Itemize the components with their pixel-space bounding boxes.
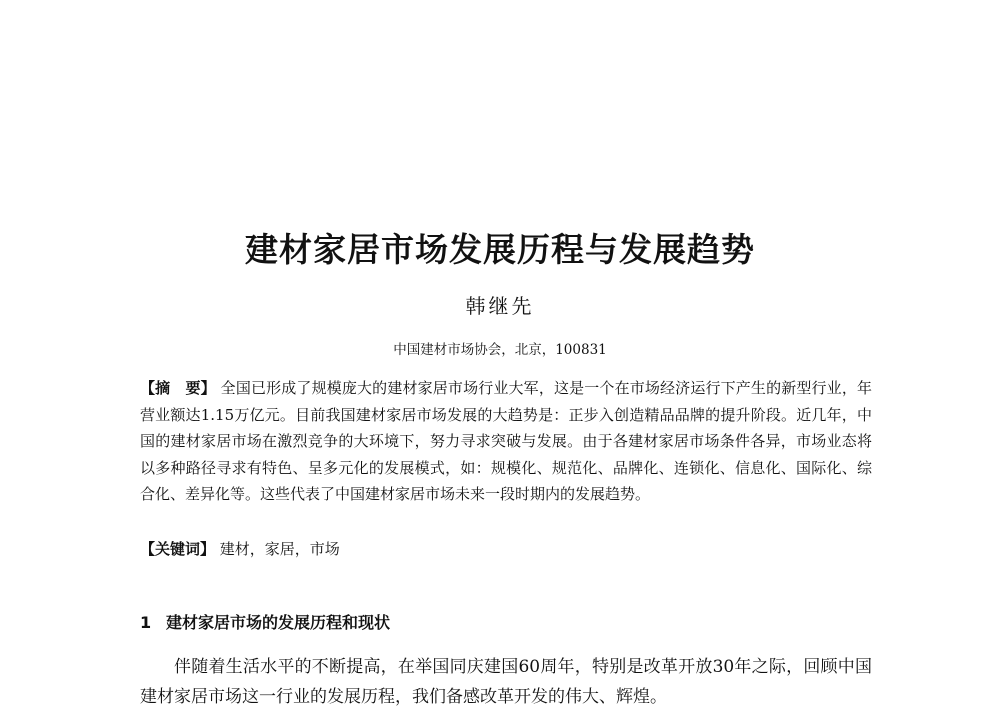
- paper-title: 建材家居市场发展历程与发展趋势: [245, 230, 755, 269]
- abstract-block: [140, 375, 872, 508]
- section-number: 1: [140, 613, 152, 632]
- author-name: 韩继先: [465, 294, 535, 318]
- section-heading: [140, 610, 390, 633]
- abstract-label: 【摘 要】: [140, 379, 216, 397]
- section-title: 建材家居市场的发展历程和现状: [166, 613, 391, 632]
- keywords-block: [140, 536, 340, 562]
- author-affiliation: 中国建材市场协会，北京，100831: [393, 342, 607, 358]
- keywords-text: 建材，家居，市场: [219, 540, 340, 558]
- keywords-label: 【关键词】: [140, 540, 216, 558]
- abstract-text: 全国已形成了规模庞大的建材家居市场行业大军，这是一个在市场经济运行下产生的新型行业，年营业额达1.15万亿元。目前我国建材家居市场发展的大趋势是：正步入创造精品品牌的提升阶段。近几年，中国的建材家居市场在激烈竞争的大环境下，努力寻求突破与发展。由于各建材家居市场条件各异，市场业态将以多种路径寻求有特色、呈多元化的发展模式，如：规模化、规范化、品牌化、连锁化、信息化、国际化、综合化、差异化等。这些代表了中国建材家居市场未来一段时期内的发展趋势。: [140, 379, 872, 503]
- body-paragraph: 伴随着生活水平的不断提高，在举国同庆建国60周年，特别是改革开放30年之际，回顾中国建材家居市场这一行业的发展历程，我们备感改革开发的伟大、辉煌。: [140, 657, 872, 707]
